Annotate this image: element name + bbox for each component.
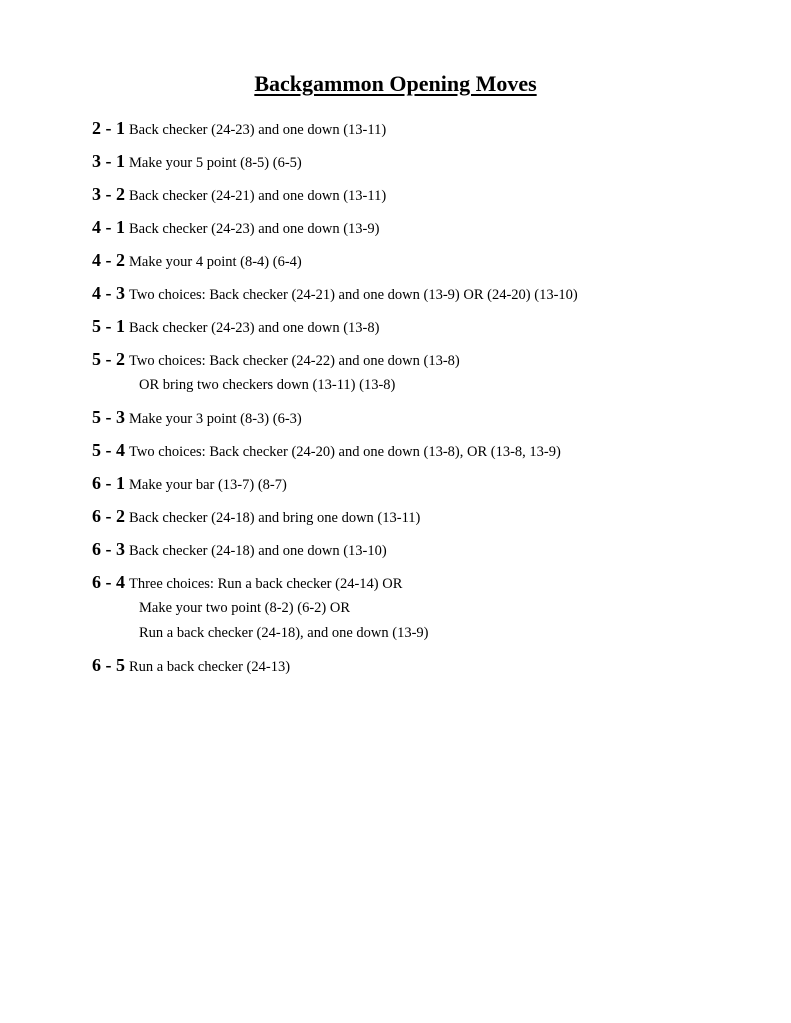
move-continuation: Run a back checker (24-18), and one down (13-9) (139, 625, 429, 641)
move-description: Back checker (24-23) and one down (13-8) (129, 320, 380, 336)
dice-roll: 6 - 1 (92, 473, 125, 493)
move-description: Two choices: Back checker (24-21) and one down (13-9) OR (24-20) (13-10) (129, 287, 578, 303)
move-continuation: OR bring two checkers down (13-11) (13-8) (139, 377, 396, 393)
dice-roll: 5 - 1 (92, 316, 125, 336)
move-description: Three choices: Run a back checker (24-14) OR (129, 576, 403, 592)
dice-roll: 3 - 1 (92, 151, 125, 171)
move-line (92, 570, 752, 596)
move-description: Back checker (24-21) and one down (13-11) (129, 188, 387, 204)
dice-roll: 6 - 4 (92, 572, 125, 592)
move-line (92, 281, 752, 307)
move-item (92, 504, 752, 530)
move-description: Make your 5 point (8-5) (6-5) (129, 155, 302, 171)
page-title: Backgammon Opening Moves (254, 71, 537, 96)
move-item (92, 116, 752, 142)
move-line (92, 215, 752, 241)
move-item (92, 248, 752, 274)
move-item (92, 314, 752, 340)
dice-roll: 5 - 3 (92, 407, 125, 427)
move-line (92, 347, 752, 373)
move-item (92, 281, 752, 307)
move-item (92, 405, 752, 431)
move-item (92, 215, 752, 241)
move-item (92, 570, 752, 646)
dice-roll: 6 - 5 (92, 655, 125, 675)
dice-roll: 5 - 4 (92, 440, 125, 460)
move-item (92, 471, 752, 497)
move-description: Back checker (24-23) and one down (13-11) (129, 122, 387, 138)
move-description: Two choices: Back checker (24-20) and one down (13-8), OR (13-8, 13-9) (129, 444, 561, 460)
move-item (92, 149, 752, 175)
move-line (92, 438, 752, 464)
move-item (92, 537, 752, 563)
move-line (92, 537, 752, 563)
dice-roll: 3 - 2 (92, 184, 125, 204)
dice-roll: 5 - 2 (92, 349, 125, 369)
opening-moves-list (92, 116, 752, 686)
move-description: Make your 3 point (8-3) (6-3) (129, 411, 302, 427)
move-item (92, 182, 752, 208)
move-line (92, 248, 752, 274)
move-line (92, 149, 752, 175)
move-continuation: Make your two point (8-2) (6-2) OR (139, 600, 351, 616)
move-description: Back checker (24-18) and bring one down (13-11) (129, 510, 421, 526)
move-description: Make your bar (13-7) (8-7) (129, 477, 287, 493)
dice-roll: 6 - 3 (92, 539, 125, 559)
move-description: Back checker (24-23) and one down (13-9) (129, 221, 380, 237)
move-line (92, 182, 752, 208)
dice-roll: 4 - 2 (92, 250, 125, 270)
move-line (92, 405, 752, 431)
move-description: Back checker (24-18) and one down (13-10) (129, 543, 387, 559)
dice-roll: 6 - 2 (92, 506, 125, 526)
move-description: Make your 4 point (8-4) (6-4) (129, 254, 302, 270)
move-description: Two choices: Back checker (24-22) and one down (13-8) (129, 353, 460, 369)
dice-roll: 4 - 1 (92, 217, 125, 237)
dice-roll: 4 - 3 (92, 283, 125, 303)
move-line (92, 116, 752, 142)
dice-roll: 2 - 1 (92, 118, 125, 138)
move-item (92, 347, 752, 398)
move-line (92, 653, 752, 679)
move-line (92, 471, 752, 497)
move-line (92, 504, 752, 530)
move-line (92, 314, 752, 340)
move-item (92, 438, 752, 464)
move-item (92, 653, 752, 679)
move-description: Run a back checker (24-13) (129, 659, 291, 675)
